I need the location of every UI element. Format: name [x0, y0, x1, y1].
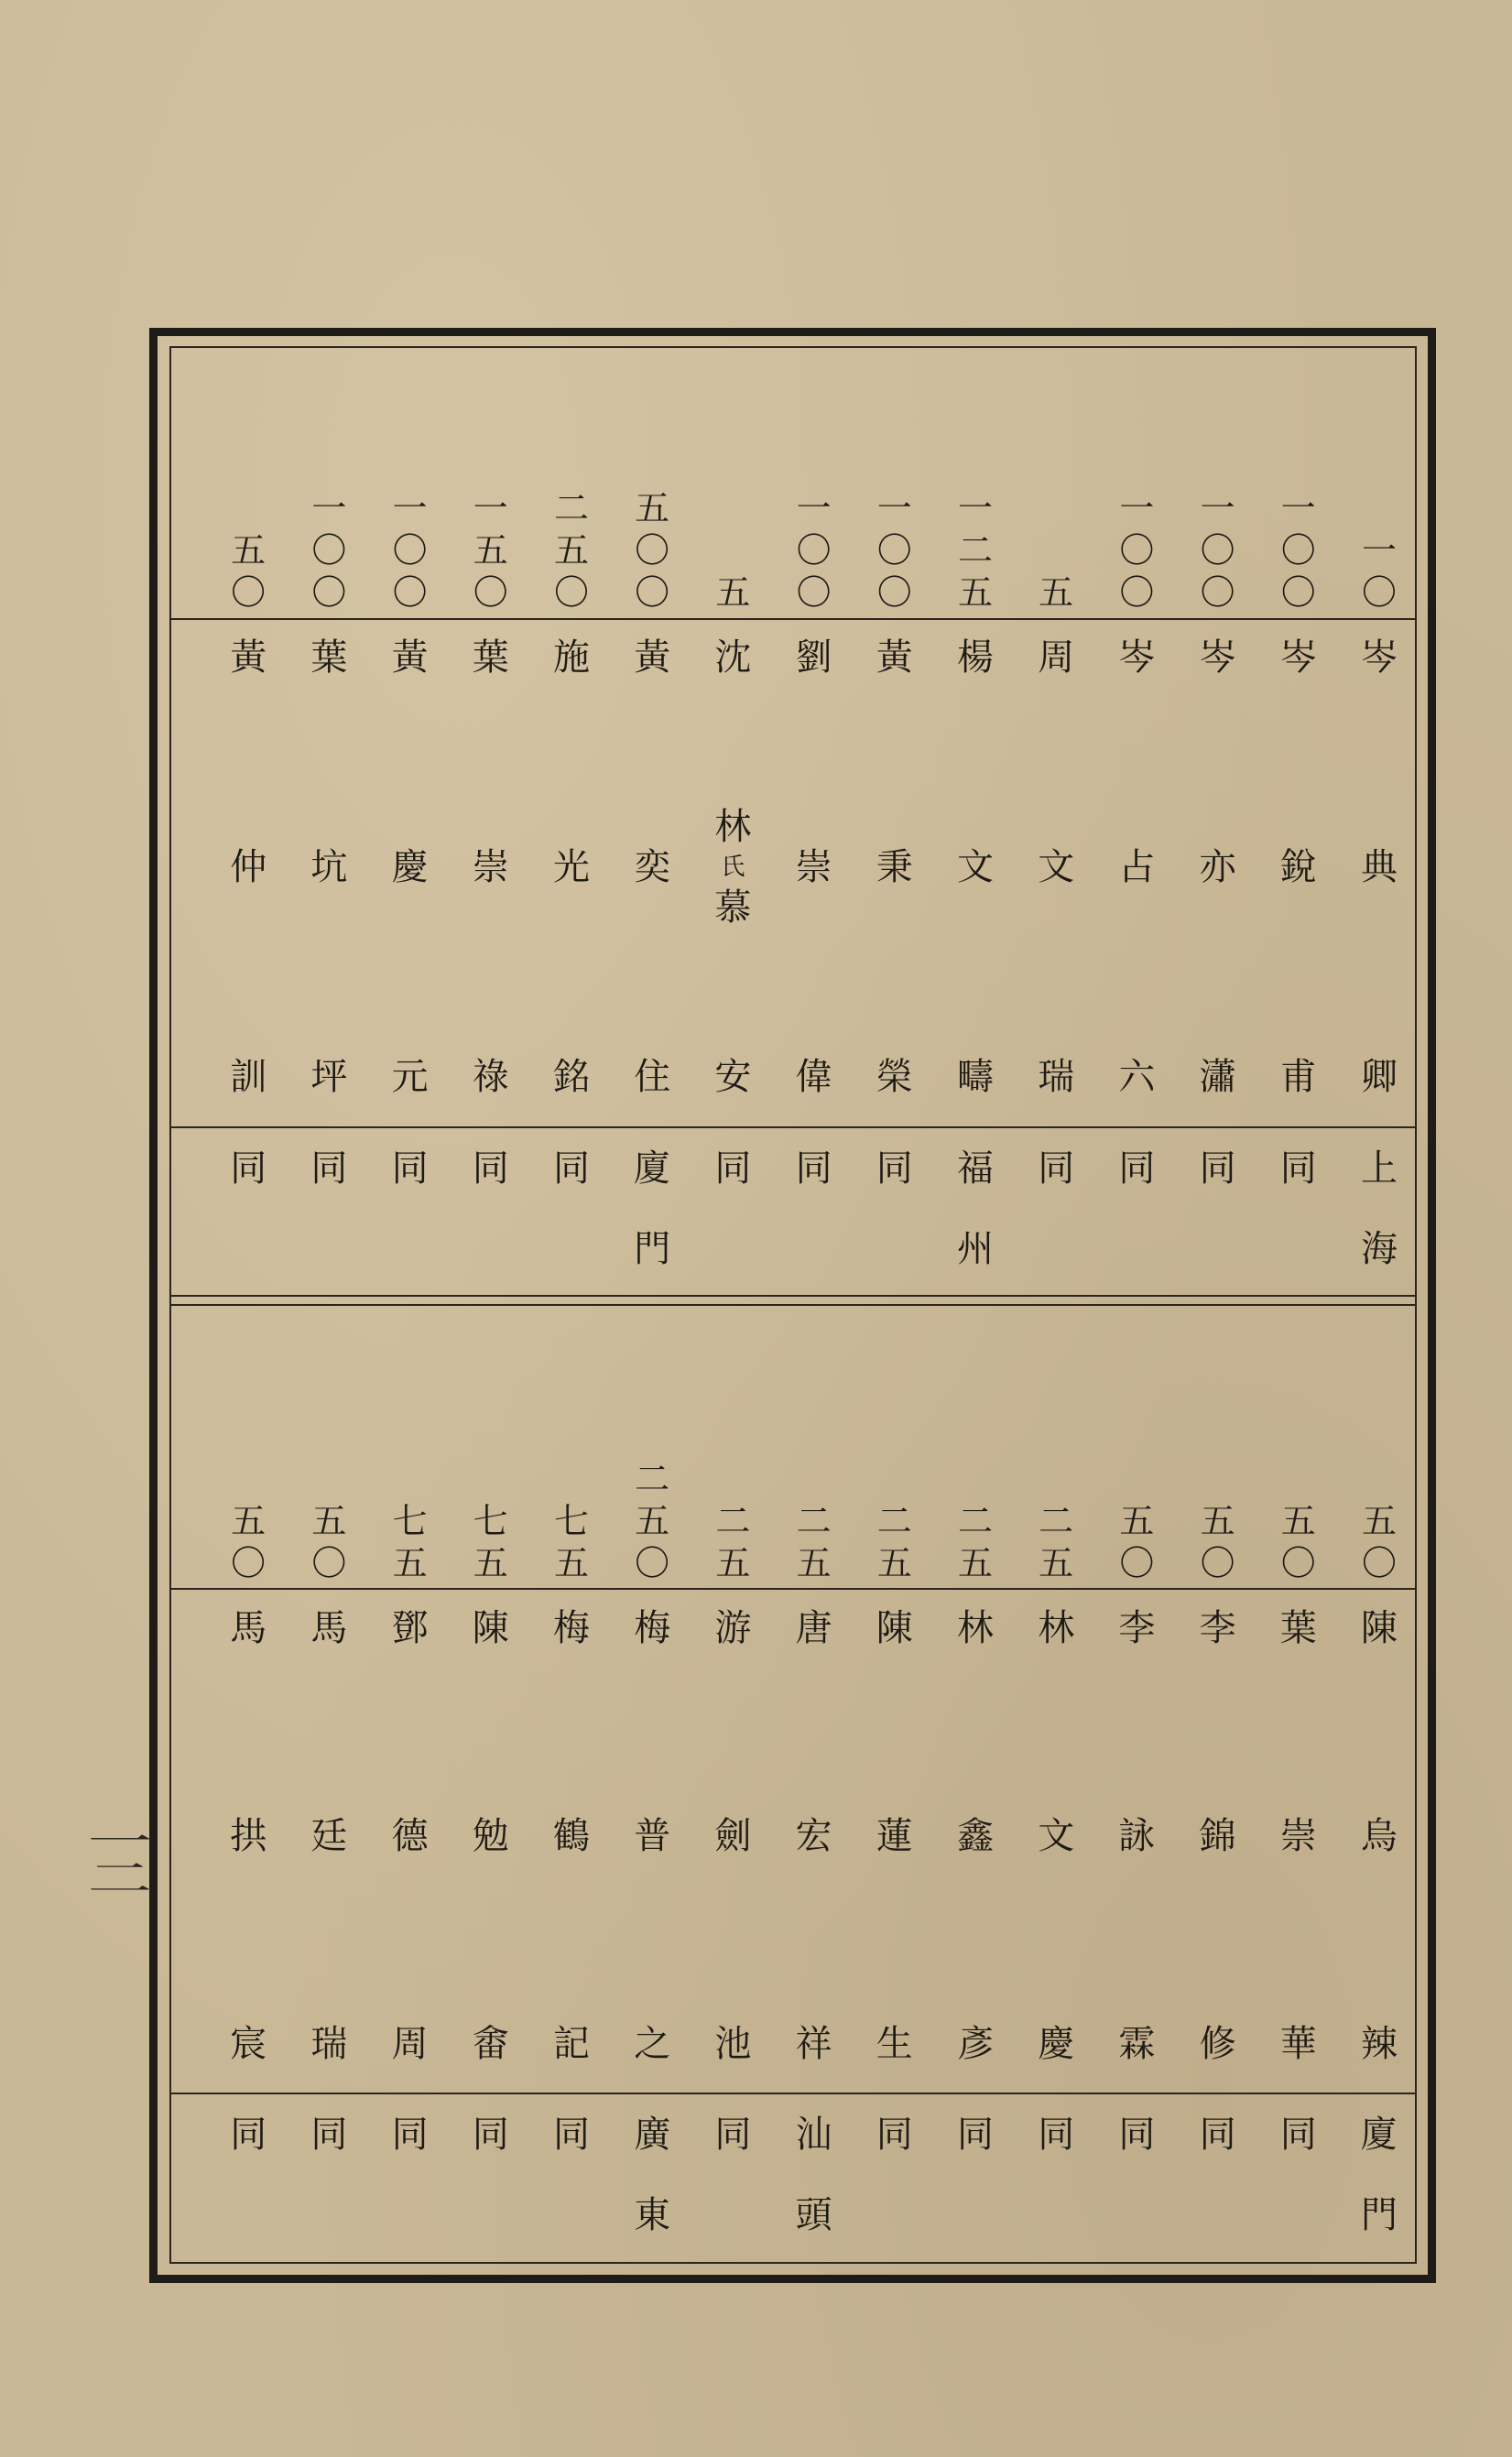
- place-text: 同: [1038, 2114, 1075, 2156]
- amount-text: 五: [1039, 572, 1074, 613]
- entry-place: [1267, 2094, 1331, 2259]
- amount-text: 二 五: [1039, 1501, 1074, 1583]
- entry-amount: [1267, 1447, 1331, 1584]
- amount-text: 二 五: [715, 1501, 751, 1583]
- name-text: 劉 崇 偉: [795, 636, 832, 1098]
- place-text: 同: [391, 2114, 429, 2156]
- amount-text: 二 五: [876, 1501, 912, 1583]
- entry-place: [1024, 2094, 1088, 2259]
- entry-place: [216, 2094, 280, 2259]
- place-text: 同: [1199, 2114, 1236, 2156]
- name-text: 梅 普 之: [634, 1607, 671, 2065]
- place-text: 同: [957, 2114, 994, 2156]
- entry-place: [863, 2094, 927, 2259]
- name-text: 陳 蓮 生: [876, 1607, 913, 2065]
- entry-amount: [216, 1447, 280, 1584]
- amount-text: 五 〇: [1361, 1501, 1397, 1583]
- entry-place: [1347, 2094, 1411, 2259]
- place-text: 同: [230, 2114, 267, 2156]
- amount-text: 二 五 〇: [635, 1459, 670, 1583]
- entry-amount: [620, 1447, 684, 1584]
- name-text: 楊 文 疇: [957, 636, 994, 1098]
- place-text: 汕 頭: [795, 2114, 832, 2236]
- amount-text: 一 〇: [1361, 530, 1397, 613]
- place-text: 同: [876, 1147, 913, 1190]
- name-text: 梅 鶴 記: [553, 1607, 590, 2065]
- place-text: 同: [1038, 1147, 1075, 1190]
- entry-place: [620, 2094, 684, 2259]
- amount-row-2: [169, 1447, 1417, 1584]
- page-number: 一 二: [87, 1819, 153, 1902]
- entry-amount: [459, 1447, 523, 1584]
- entry-amount: [297, 1447, 361, 1584]
- section-2: [169, 0, 1417, 2264]
- entry-name: [620, 1606, 684, 2066]
- amount-text: 五 〇: [1280, 1501, 1316, 1583]
- amount-text: 五 〇: [311, 1501, 347, 1583]
- name-text: 林 文 慶: [1038, 1607, 1075, 2065]
- name-text: 岑 亦 瀟: [1199, 636, 1236, 1098]
- entry-place: [1104, 2094, 1169, 2259]
- entry-place: [297, 2094, 361, 2259]
- place-text: 同: [1118, 2114, 1156, 2156]
- name-text: 沈 林 氏 慕 安: [714, 636, 752, 1098]
- place-text: 福 州: [957, 1147, 994, 1270]
- amount-text: 一 〇 〇: [1200, 488, 1235, 613]
- name-text: 陳 烏 辣: [1361, 1607, 1398, 2065]
- entry-amount: [539, 1447, 604, 1584]
- place-row-2: [169, 2094, 1417, 2259]
- name-text: 周 文 瑞: [1038, 636, 1075, 1098]
- amount-text: 一 〇 〇: [1119, 488, 1155, 613]
- place-text: 同: [1199, 1147, 1236, 1190]
- entry-name: [216, 1606, 280, 2066]
- place-text: 同: [391, 1147, 429, 1190]
- entry-name: [943, 1606, 1007, 2066]
- amount-text: 五 〇 〇: [635, 488, 670, 613]
- amount-text: 一 二 五: [957, 488, 993, 613]
- entry-name: [1104, 1606, 1169, 2066]
- name-text: 葉 坑 坪: [310, 636, 348, 1098]
- name-text: 黃 秉 榮: [876, 636, 913, 1098]
- entry-amount: [1104, 1447, 1169, 1584]
- entry-place: [539, 2094, 604, 2259]
- entry-name: [863, 1606, 927, 2066]
- entry-place: [701, 2094, 765, 2259]
- amount-text: 五 〇: [1119, 1501, 1155, 1583]
- amount-text: 五 〇: [231, 1501, 267, 1583]
- place-text: 同: [714, 1147, 752, 1190]
- name-text: 施 光 銘: [553, 636, 590, 1098]
- amount-text: 七 五: [473, 1501, 508, 1583]
- entry-amount: [943, 1447, 1007, 1584]
- place-text: 同: [310, 1147, 348, 1190]
- name-text: 馬 拱 宸: [230, 1607, 267, 2065]
- place-text: 廣 東: [634, 2114, 671, 2236]
- entry-amount: [1186, 1447, 1250, 1584]
- name-text: 葉 崇 華: [1279, 1607, 1317, 2065]
- name-text: 葉 崇 祿: [472, 636, 509, 1098]
- place-text: 同: [1279, 1147, 1317, 1190]
- amount-text: 五 〇: [231, 530, 267, 613]
- name-text: 鄧 德 周: [391, 1607, 429, 2065]
- place-text: 同: [472, 1147, 509, 1190]
- place-text: 上 海: [1361, 1147, 1398, 1270]
- name-text: 黃 慶 元: [391, 636, 429, 1098]
- entry-name: [1347, 1606, 1411, 2066]
- name-text: 岑 典 卿: [1361, 636, 1398, 1098]
- amount-text: 二 五 〇: [553, 488, 589, 613]
- entry-name: [1186, 1606, 1250, 2066]
- amount-text: 一 〇 〇: [796, 488, 832, 613]
- name-text: 李 詠 霖: [1118, 1607, 1156, 2065]
- place-text: 同: [876, 2114, 913, 2156]
- entry-amount: [863, 1447, 927, 1584]
- place-text: 同: [1118, 1147, 1156, 1190]
- place-text: 同: [310, 2114, 348, 2156]
- place-text: 廈 門: [634, 1147, 671, 1270]
- name-text: 游 劍 池: [714, 1607, 752, 2065]
- amount-text: 一 五 〇: [473, 488, 508, 613]
- amount-text: 一 〇 〇: [1280, 488, 1316, 613]
- name-text: 黃 仲 訓: [230, 636, 267, 1098]
- name-row-2: [169, 1606, 1417, 2066]
- entry-place: [943, 2094, 1007, 2259]
- amount-text: 一 〇 〇: [876, 488, 912, 613]
- place-text: 同: [553, 2114, 590, 2156]
- place-text: 同: [230, 1147, 267, 1190]
- place-text: 同: [714, 2114, 752, 2156]
- name-text: 黃 奕 住: [634, 636, 671, 1098]
- name-text: 岑 銳 甫: [1279, 636, 1317, 1098]
- amount-text: 一 〇 〇: [392, 488, 428, 613]
- amount-text: 五 〇: [1200, 1501, 1235, 1583]
- place-text: 同: [795, 1147, 832, 1190]
- entry-amount: [378, 1447, 442, 1584]
- amount-text: 七 五: [553, 1501, 589, 1583]
- name-text: 陳 勉 畬: [472, 1607, 509, 2065]
- place-text: 同: [1279, 2114, 1317, 2156]
- amount-text: 七 五: [392, 1501, 428, 1583]
- place-text: 廈 門: [1361, 2114, 1398, 2236]
- amount-text: 一 〇 〇: [311, 488, 347, 613]
- entry-place: [1186, 2094, 1250, 2259]
- entry-amount: [1347, 1447, 1411, 1584]
- amount-text: 二 五: [957, 1501, 993, 1583]
- entry-place: [378, 2094, 442, 2259]
- entry-name: [701, 1606, 765, 2066]
- entry-amount: [782, 1447, 846, 1584]
- entry-name: [539, 1606, 604, 2066]
- amount-text: 二 五: [796, 1501, 832, 1583]
- entry-name: [782, 1606, 846, 2066]
- entry-place: [459, 2094, 523, 2259]
- name-text: 林 鑫 彥: [957, 1607, 994, 2065]
- entry-name: [378, 1606, 442, 2066]
- entry-name: [297, 1606, 361, 2066]
- entry-amount: [701, 1447, 765, 1584]
- name-text: 唐 宏 祥: [795, 1607, 832, 2065]
- entry-name: [1024, 1606, 1088, 2066]
- place-text: 同: [553, 1147, 590, 1190]
- amount-text: 五: [715, 572, 751, 613]
- entry-name: [459, 1606, 523, 2066]
- name-text: 馬 廷 瑞: [310, 1607, 348, 2065]
- name-text: 岑 占 六: [1118, 636, 1156, 1098]
- place-text: 同: [472, 2114, 509, 2156]
- entry-place: [782, 2094, 846, 2259]
- name-text: 李 錦 修: [1199, 1607, 1236, 2065]
- entry-name: [1267, 1606, 1331, 2066]
- entry-amount: [1024, 1447, 1088, 1584]
